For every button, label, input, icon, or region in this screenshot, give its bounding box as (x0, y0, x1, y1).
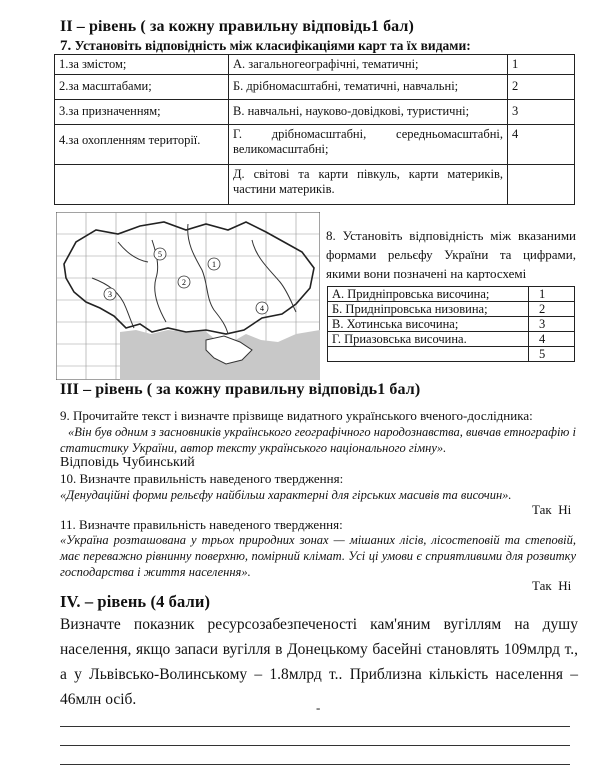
q8-left-cell (328, 347, 529, 362)
q8-table (327, 286, 575, 362)
answer-line (60, 764, 570, 765)
answer-line (60, 726, 570, 727)
q7-number: 7. (60, 38, 72, 54)
q7-middle-cell: А. загальногеографічні, тематичні; (229, 55, 508, 75)
map-label: 2 (182, 278, 186, 287)
q11-options: Так Ні (532, 578, 572, 593)
q8-right-cell: 4 (529, 332, 575, 347)
q7-left-cell (55, 165, 229, 205)
q8-left-cell: В. Хотинська височина; (328, 317, 529, 332)
q8-left-cell: Г. Приазовська височина. (328, 332, 529, 347)
q7-row (55, 100, 575, 125)
q8-right-cell: 1 (529, 287, 575, 302)
q9-quote: «Він був одним з засновників українського географічного народознавства, вивчав етнографію і статистику України, автор тексту українського національного гімну». (60, 425, 576, 455)
q8-row (328, 332, 575, 347)
q11-quote: «Україна розташована у трьох природних зонах — мішаних лісів, лісостеповій та степовій, має переважно рівнинну поверхню, помірний клімат. Усі ці умови є сприятливими для розвитку господарства і життя населення». (60, 533, 576, 579)
ukraine-relief-map (56, 212, 320, 380)
answer-line (60, 745, 570, 746)
q7-left-cell: 2.за масштабами; (55, 75, 229, 100)
q7-row (55, 55, 575, 75)
q8-right-cell: 5 (529, 347, 575, 362)
q7-right-cell: 4 (508, 125, 575, 165)
q9-prompt: 9. Прочитайте текст і визначте прізвище видатного українського вченого-дослідника: (60, 408, 533, 423)
level-2-title: II – рівень ( за кожну правильну відповідь1 бал) (60, 18, 414, 35)
q8-left-cell: Б. Придніпровська низовина; (328, 302, 529, 317)
q7-left-cell: 4.за охопленням території. (55, 125, 229, 165)
q9-answer: Відповідь Чубинський (60, 455, 195, 470)
dash-mark: - (316, 700, 321, 715)
map-label: 4 (260, 304, 264, 313)
map-label: 5 (158, 250, 162, 259)
level-3-title: III – рівень ( за кожну правильну відповідь1 бал) (60, 381, 421, 398)
q8-row (328, 347, 575, 362)
q7-middle-cell: Б. дрібномасштабні, тематичні, навчальні; (229, 75, 508, 100)
q8-row (328, 287, 575, 302)
q7-heading (60, 38, 471, 55)
q7-right-cell: 3 (508, 100, 575, 125)
q7-right-cell: 1 (508, 55, 575, 75)
q8-row (328, 317, 575, 332)
q8-right-cell: 3 (529, 317, 575, 332)
q7-middle-cell: Д. світові та карти півкуль, карти материків, частини материків. (229, 165, 508, 205)
map-label: 3 (108, 290, 112, 299)
q7-right-cell (508, 165, 575, 205)
q7-row (55, 125, 575, 165)
q7-right-cell: 2 (508, 75, 575, 100)
q8-row (328, 302, 575, 317)
q10-quote: «Денудаційні форми рельєфу найбільш характерні для гірських масивів та височин». (60, 488, 512, 502)
q7-row (55, 75, 575, 100)
q7-middle-cell: Г. дрібномасштабні, середньомасштабні, великомасштабні; (229, 125, 508, 165)
level-4-title: IV. – рівень (4 бали) (60, 592, 211, 611)
q7-table (54, 54, 575, 205)
q7-left-cell: 1.за змістом; (55, 55, 229, 75)
level-4-task: Визначте показник ресурсозабезпеченості кам'яним вугіллям на душу населення, якщо запаси вугілля в Донецькому басейні становлять 109млрд т., а у Львівсько-Волинському – 1.8млрд т.. Приблизна кількість населення – 46млн осіб. (60, 616, 578, 708)
q7-left-cell: 3.за призначенням; (55, 100, 229, 125)
q11-prompt: 11. Визначте правильність наведеного твердження: (60, 517, 343, 532)
q10-prompt: 10. Визначте правильність наведеного твердження: (60, 471, 344, 486)
q8-left-cell: А. Придніпровська височина; (328, 287, 529, 302)
q8-right-cell: 2 (529, 302, 575, 317)
q8-prompt: 8. Установіть відповідність між вказаними формами рельєфу України та цифрами, якими вони позначені на картосхемі (326, 228, 576, 281)
q7-title: Установіть відповідність між класифікаціями карт та їх видами: (74, 38, 471, 53)
q7-middle-cell: В. навчальні, науково-довідкові, туристичні; (229, 100, 508, 125)
q10-options: Так Ні (532, 502, 572, 517)
q7-row (55, 165, 575, 205)
map-label: 1 (212, 260, 216, 269)
